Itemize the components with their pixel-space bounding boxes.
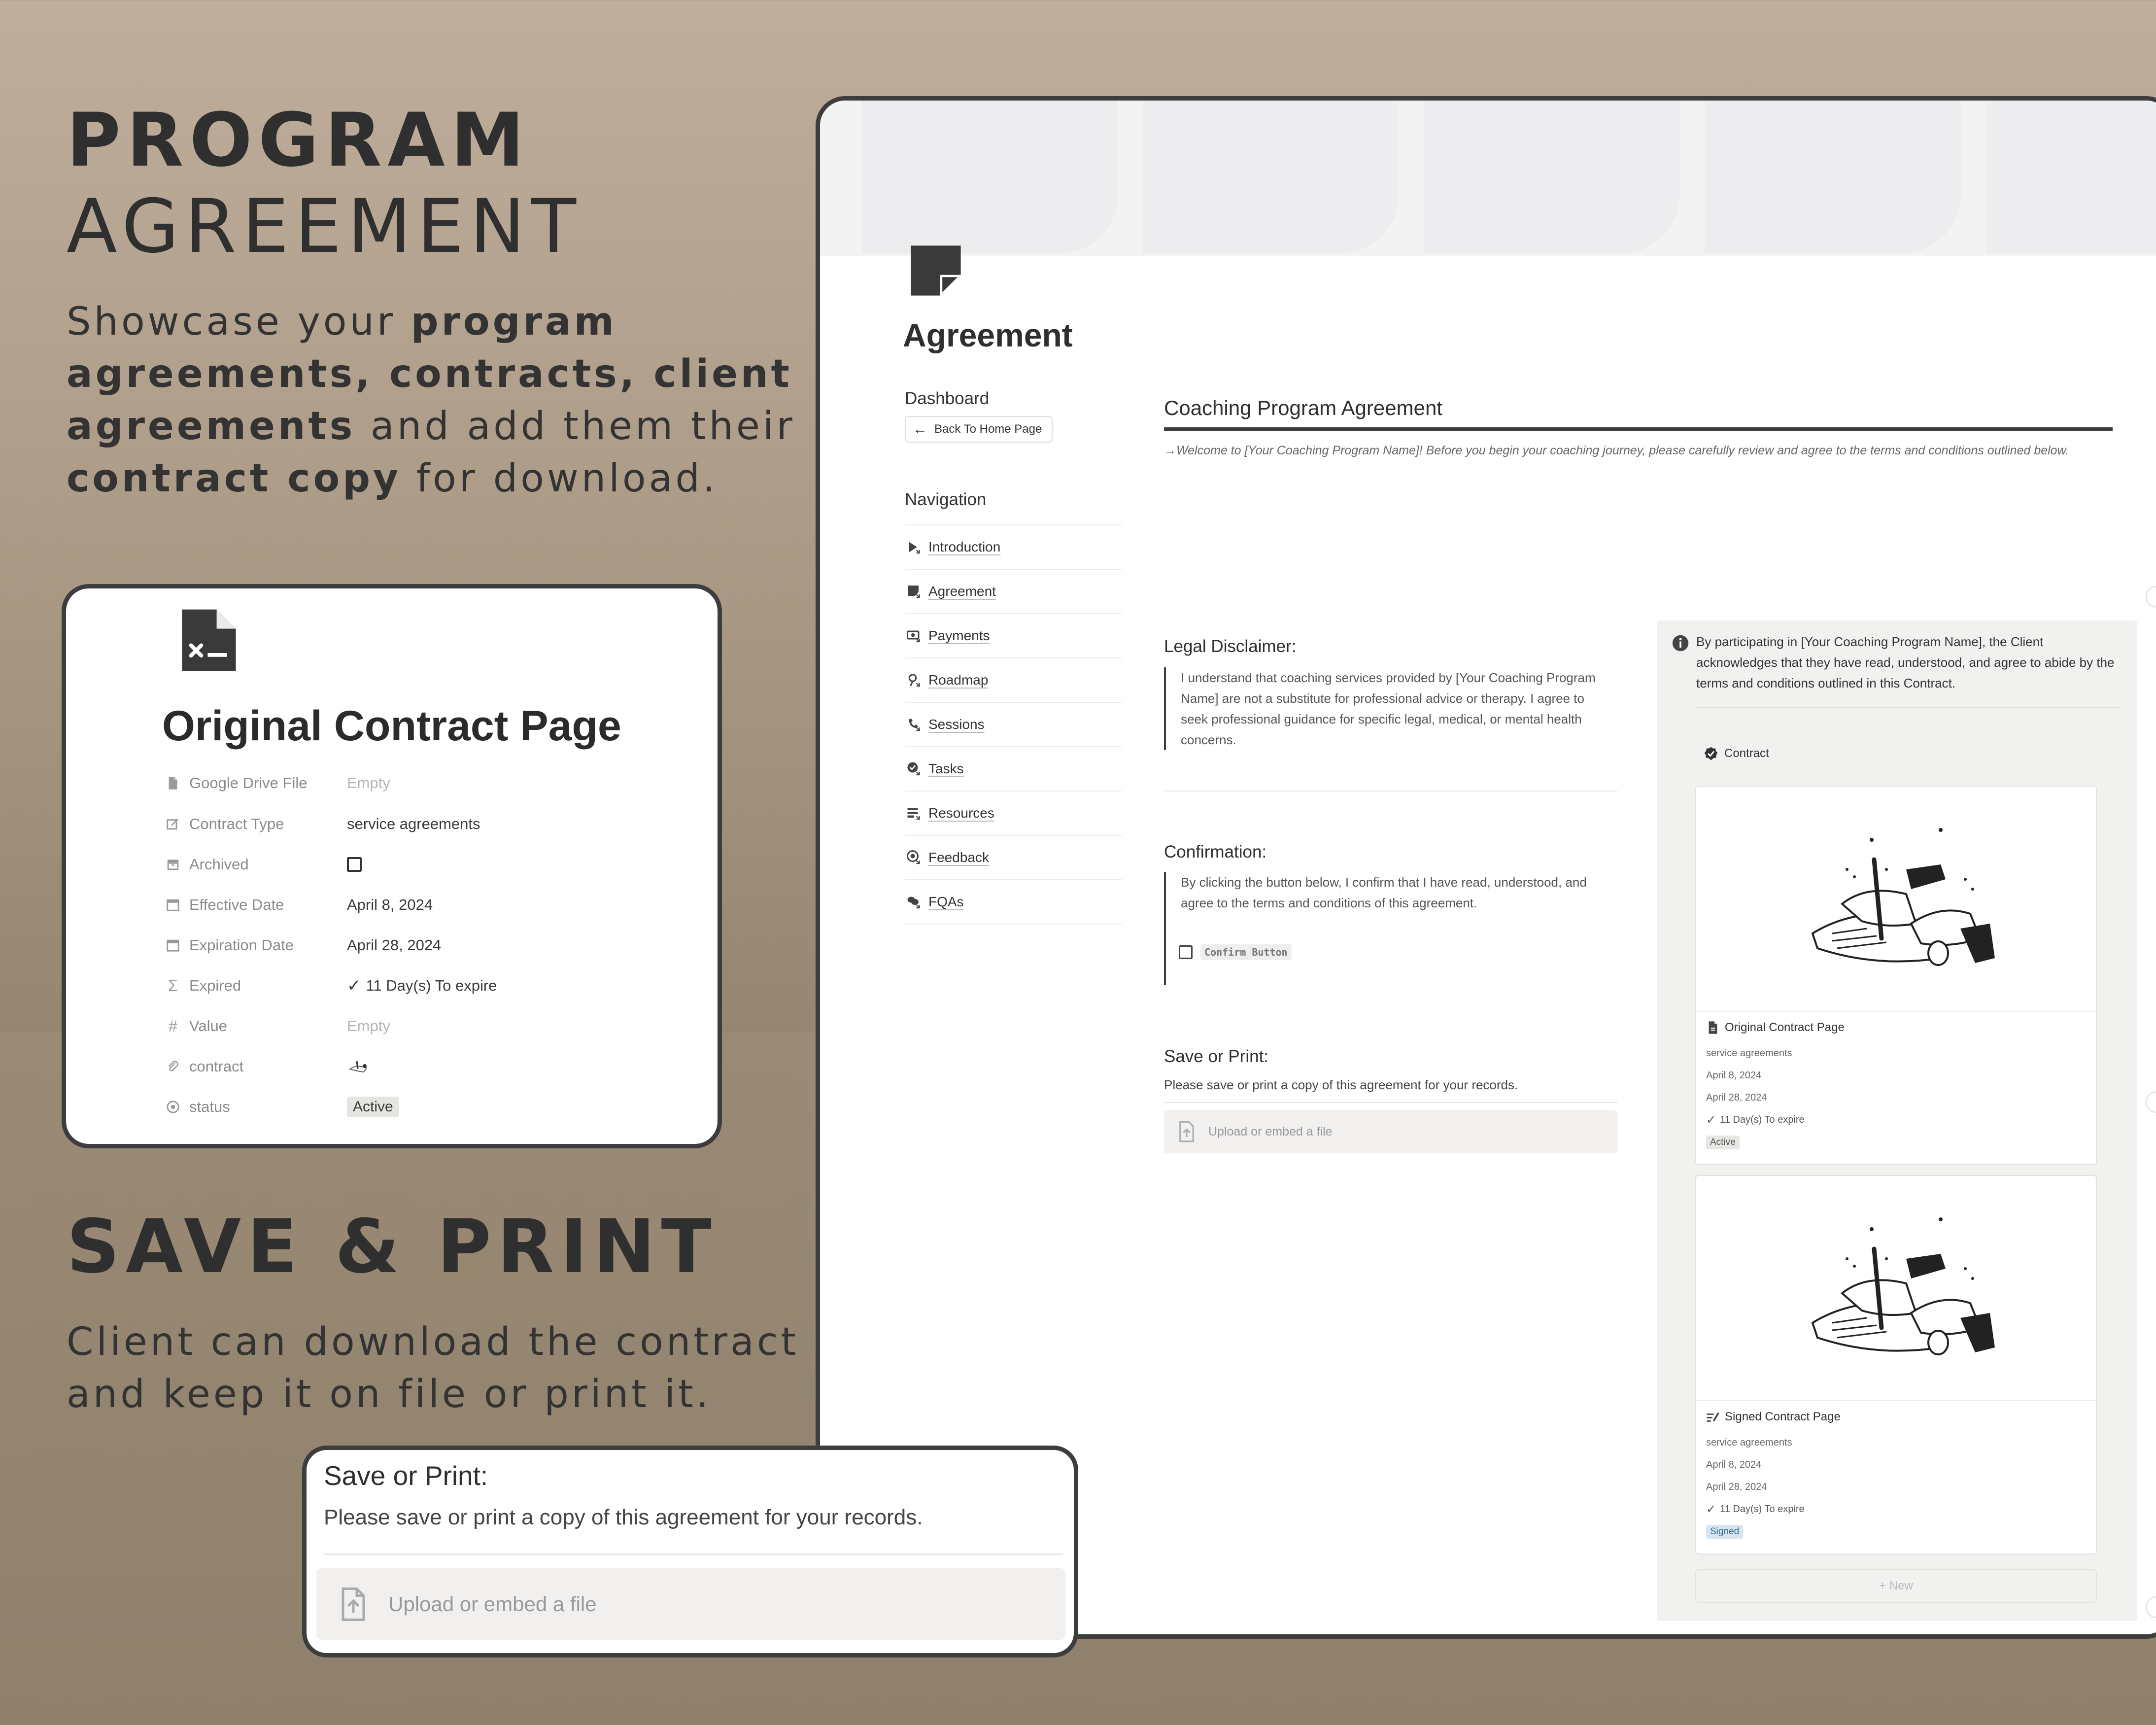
property-label: Effective Date	[189, 896, 284, 913]
nav-label: Introduction	[928, 539, 1001, 554]
property-value: 11 Day(s) To expire	[366, 977, 497, 994]
signature-icon	[1706, 1410, 1720, 1424]
contract-callout	[1657, 621, 2137, 1621]
info-icon	[1672, 634, 1689, 652]
comment-handle[interactable]	[2146, 1596, 2156, 1618]
upload-label: Upload or embed a file	[1208, 1124, 1333, 1138]
upload-file-button[interactable]	[1164, 1110, 1617, 1153]
property-label: contract	[189, 1058, 244, 1075]
check-circle-icon	[905, 759, 924, 778]
card-expiry: ✓ 11 Day(s) To expire	[1706, 1503, 1805, 1516]
confirmation-quote: By clicking the button below, I confirm that I have read, understood, and agree to the terms and conditions of this agreement.	[1164, 872, 1598, 985]
nav-item-sessions[interactable]	[905, 702, 1122, 746]
note-page-icon	[909, 243, 963, 298]
status-icon	[165, 1099, 181, 1115]
card-effective-date: April 8, 2024	[1706, 1070, 1762, 1081]
property-expiration-date[interactable]	[165, 931, 687, 960]
section-divider	[1164, 791, 1617, 792]
gallery-card-signed-contract[interactable]	[1695, 1175, 2097, 1554]
status-badge: Signed	[1706, 1525, 1743, 1539]
contract-thumbnail-icon[interactable]	[347, 1059, 370, 1074]
save-divider	[324, 1553, 1063, 1555]
legal-disclaimer-title: Legal Disclaimer:	[1164, 637, 1297, 656]
save-print-description: Please save or print a copy of this agreement for your records.	[324, 1505, 923, 1529]
card-expiration-date: April 28, 2024	[1706, 1092, 1767, 1103]
sigma-icon: Σ	[168, 976, 178, 995]
edit-icon	[165, 816, 181, 832]
upload-file-button[interactable]	[316, 1568, 1065, 1640]
nav-item-payments[interactable]	[905, 613, 1122, 657]
file-icon	[1706, 1021, 1720, 1035]
file-upload-icon	[1176, 1121, 1198, 1142]
nav-item-resources[interactable]	[905, 791, 1122, 835]
document-x-icon	[177, 608, 241, 672]
nav-label: Roadmap	[928, 672, 989, 688]
nav-item-agreement[interactable]	[905, 569, 1122, 613]
checkmark-icon: ✓	[347, 976, 361, 995]
arrow-left-icon: ←	[913, 421, 927, 437]
card-expiration-date: April 28, 2024	[1706, 1482, 1767, 1492]
card-contract-type: service agreements	[1706, 1048, 1792, 1059]
intro-paragraph: Showcase your program agreements, contracts, client agreements and add them their contract copy for download.	[67, 300, 795, 501]
verified-icon	[1704, 746, 1718, 761]
nav-item-feedback[interactable]	[905, 835, 1122, 879]
callout-divider	[1696, 707, 2120, 708]
property-label: Google Drive File	[189, 774, 308, 792]
agreement-page-window	[816, 96, 2156, 1639]
page-cover	[820, 101, 2156, 256]
library-icon	[905, 804, 924, 823]
property-value: Empty	[347, 774, 390, 792]
card-contract-type: service agreements	[1706, 1437, 1792, 1448]
save-print-paragraph: Client can download the contract and keep it on file or print it.	[67, 1320, 799, 1416]
feedback-icon	[905, 848, 924, 867]
property-contract-type[interactable]	[165, 809, 687, 839]
navigation-label: Navigation	[905, 490, 987, 509]
database-label: Contract	[1724, 747, 1769, 760]
property-status[interactable]	[165, 1092, 687, 1122]
paperclip-icon	[165, 1058, 181, 1075]
headline-save-print: SAVE & PRINT	[67, 1204, 718, 1290]
play-icon	[905, 538, 924, 556]
legal-disclaimer-quote: I understand that coaching services provided by [Your Coaching Program Name] are not a substitute for professional advice or therapy. I agree to seek professional guidance for specific legal, medical, or mental health concerns.	[1164, 667, 1598, 750]
payment-icon	[905, 626, 924, 645]
heading-divider	[1164, 427, 2113, 431]
contract-signing-illustration	[1696, 1176, 2096, 1401]
property-value: April 28, 2024	[347, 936, 442, 954]
nav-label: FQAs	[928, 894, 964, 909]
contract-card-title: Original Contract Page	[162, 702, 621, 750]
property-value: April 8, 2024	[347, 896, 433, 913]
confirm-checkbox[interactable]	[1179, 945, 1193, 959]
nav-label: Tasks	[928, 761, 964, 776]
nav-label: Feedback	[928, 850, 989, 865]
property-label: Contract Type	[189, 815, 284, 832]
callout-text: By participating in [Your Coaching Program Name], the Client acknowledges that they have read, understood, and agree to abide by the terms and conditions outlined in this Contract.	[1696, 634, 2115, 690]
save-print-description: Please save or print a copy of this agreement for your records.	[1164, 1077, 1518, 1092]
file-upload-icon	[336, 1587, 371, 1622]
original-contract-card	[62, 584, 722, 1148]
confirmation-title: Confirmation:	[1164, 842, 1267, 862]
nav-label: Payments	[928, 628, 990, 643]
note-icon	[905, 582, 924, 601]
navigation-list	[905, 524, 1122, 925]
new-entry-button[interactable]: + New	[1695, 1569, 2097, 1603]
property-value-number[interactable]	[165, 1011, 687, 1041]
contract-signing-illustration	[1696, 787, 2096, 1012]
page-title: Agreement	[903, 317, 1073, 353]
property-value: service agreements	[347, 815, 480, 832]
property-google-drive-file[interactable]	[165, 768, 687, 798]
chat-icon	[905, 893, 924, 911]
checkmark-icon: ✓	[1706, 1503, 1716, 1516]
status-badge: Active	[1706, 1136, 1740, 1149]
card-expiry: ✓ 11 Day(s) To expire	[1706, 1113, 1805, 1127]
card-title: Original Contract Page	[1706, 1021, 1845, 1035]
nav-item-fqas[interactable]	[905, 879, 1122, 925]
nav-label: Agreement	[928, 584, 996, 599]
file-icon	[165, 775, 181, 792]
card-title: Signed Contract Page	[1706, 1410, 1841, 1424]
save-print-title: Save or Print:	[324, 1460, 488, 1491]
dashboard-label: Dashboard	[905, 389, 990, 408]
headline-agreement: AGREEMENT	[67, 184, 582, 270]
card-effective-date: April 8, 2024	[1706, 1459, 1762, 1470]
upload-label: Upload or embed a file	[388, 1592, 597, 1616]
property-expired[interactable]	[165, 971, 687, 1000]
status-badge: Active	[347, 1097, 399, 1117]
gallery-card-original-contract[interactable]	[1695, 786, 2097, 1165]
property-label: Expiration Date	[189, 936, 294, 954]
archive-icon	[165, 856, 181, 873]
nav-item-roadmap[interactable]	[905, 657, 1122, 702]
back-to-home-button[interactable]	[905, 416, 1053, 443]
calendar-icon	[165, 937, 181, 954]
property-label: Expired	[189, 977, 241, 994]
agreement-heading: Coaching Program Agreement	[1164, 396, 1442, 419]
comment-handle[interactable]	[2146, 1091, 2156, 1113]
headline-program: PROGRAM	[67, 98, 530, 183]
property-label: Value	[189, 1017, 227, 1035]
nav-item-tasks[interactable]	[905, 746, 1122, 791]
property-contract-file[interactable]	[165, 1052, 687, 1081]
map-pin-icon	[905, 671, 924, 690]
nav-item-introduction[interactable]	[905, 524, 1122, 569]
archived-checkbox[interactable]	[347, 857, 362, 872]
calendar-icon	[165, 897, 181, 913]
property-label: status	[189, 1098, 230, 1115]
back-button-label: Back To Home Page	[934, 422, 1042, 436]
hash-icon: #	[169, 1017, 177, 1035]
property-archived[interactable]	[165, 850, 687, 879]
save-print-zoom-card	[302, 1446, 1078, 1657]
contract-database-title[interactable]	[1704, 746, 1769, 761]
confirm-button[interactable]: Confirm Button	[1200, 944, 1292, 960]
nav-label: Resources	[928, 805, 994, 821]
property-google-drive-file[interactable]	[165, 1264, 687, 1293]
save-print-title: Save or Print:	[1164, 1047, 1269, 1066]
checkmark-icon: ✓	[1706, 1113, 1716, 1127]
property-effective-date[interactable]	[165, 890, 687, 920]
nav-label: Sessions	[928, 717, 985, 732]
phone-icon	[905, 715, 924, 734]
welcome-text: →Welcome to [Your Coaching Program Name]! Before you begin your coaching journey, please carefully review and agree to the terms and conditions outlined below.	[1164, 444, 2069, 457]
property-label: Archived	[189, 856, 249, 873]
confirm-row	[1179, 944, 1292, 960]
save-divider	[1164, 1102, 1617, 1103]
property-value: Empty	[347, 1017, 390, 1035]
comment-handle[interactable]	[2146, 586, 2156, 608]
